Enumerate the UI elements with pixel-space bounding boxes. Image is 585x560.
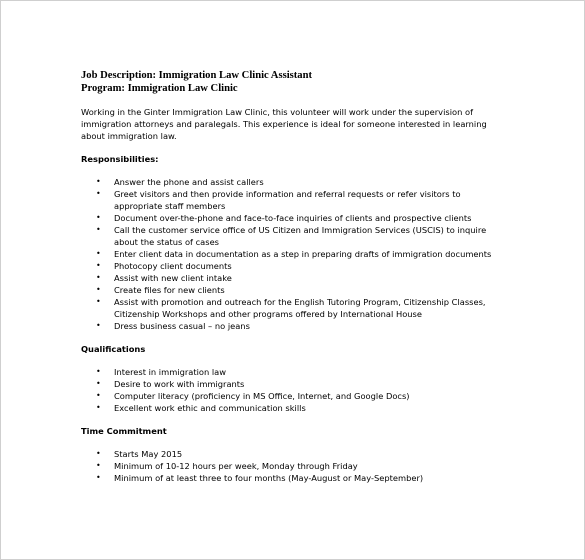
list-item-text: Greet visitors and then provide information and referral requests or refer visitors to appropriate staff members	[114, 189, 461, 211]
list-item	[81, 378, 504, 390]
bullet-icon: •	[96, 449, 101, 458]
list-item-text: Create files for new clients	[114, 285, 225, 295]
bullet-icon: •	[96, 261, 101, 270]
bullet-icon: •	[96, 321, 101, 330]
responsibilities-list	[81, 176, 511, 332]
bullet-icon: •	[96, 189, 101, 198]
list-item	[81, 366, 504, 378]
list-item	[81, 448, 504, 460]
bullet-icon: •	[96, 225, 101, 234]
list-item	[81, 472, 504, 484]
responsibilities-heading: Responsibilities:	[81, 154, 159, 164]
bullet-icon: •	[96, 379, 101, 388]
list-item	[81, 272, 504, 284]
bullet-icon: •	[96, 285, 101, 294]
list-item-text: Minimum of at least three to four months (May-August or May-September)	[114, 473, 424, 483]
list-item	[81, 212, 504, 224]
list-item-text: Call the customer service office of US Citizen and Immigration Services (USCIS) to inquire about the status of cases	[114, 225, 487, 247]
list-item-text: Desire to work with immigrants	[114, 379, 245, 389]
list-item-text: Starts May 2015	[114, 449, 183, 459]
bullet-icon: •	[96, 403, 101, 412]
list-item	[81, 320, 504, 332]
bullet-icon: •	[96, 367, 101, 376]
list-item	[81, 296, 504, 320]
list-item	[81, 224, 504, 248]
job-title-heading: Job Description: Immigration Law Clinic Assistant	[81, 70, 313, 81]
bullet-icon: •	[96, 461, 101, 470]
bullet-icon: •	[96, 177, 101, 186]
bullet-icon: •	[96, 273, 101, 282]
list-item-text: Enter client data in documentation as a step in preparing drafts of immigration documents	[114, 249, 492, 259]
list-item-text: Computer literacy (proficiency in MS Office, Internet, and Google Docs)	[114, 391, 410, 401]
list-item	[81, 248, 504, 260]
list-item	[81, 284, 504, 296]
bullet-icon: •	[96, 249, 101, 258]
intro-paragraph: Working in the Ginter Immigration Law Clinic, this volunteer will work under the supervision of immigration attorneys and paralegals. This experience is ideal for someone interested in learning about immigration law.	[81, 107, 487, 141]
bullet-icon: •	[96, 473, 101, 482]
time-commitment-list	[81, 448, 511, 484]
list-item	[81, 176, 504, 188]
list-item	[81, 260, 504, 272]
bullet-icon: •	[96, 297, 101, 306]
qualifications-heading: Qualifications	[81, 344, 146, 354]
list-item	[81, 390, 504, 402]
list-item	[81, 188, 504, 212]
list-item-text: Answer the phone and assist callers	[114, 177, 264, 187]
bullet-icon: •	[96, 391, 101, 400]
list-item	[81, 402, 504, 414]
list-item	[81, 460, 504, 472]
document-content	[81, 69, 511, 484]
qualifications-list	[81, 366, 511, 414]
list-item-text: Dress business casual – no jeans	[114, 321, 250, 331]
list-item-text: Interest in immigration law	[114, 367, 227, 377]
bullet-icon: •	[96, 213, 101, 222]
list-item-text: Assist with new client intake	[114, 273, 232, 283]
time-commitment-heading: Time Commitment	[81, 426, 167, 436]
list-item-text: Minimum of 10-12 hours per week, Monday through Friday	[114, 461, 358, 471]
list-item-text: Photocopy client documents	[114, 261, 232, 271]
program-heading: Program: Immigration Law Clinic	[81, 83, 238, 94]
list-item-text: Excellent work ethic and communication skills	[114, 403, 306, 413]
list-item-text: Assist with promotion and outreach for the English Tutoring Program, Citizenship Classes, Citizenship Workshops and other programs offered by International House	[114, 297, 486, 319]
list-item-text: Document over-the-phone and face-to-face inquiries of clients and prospective clients	[114, 213, 472, 223]
